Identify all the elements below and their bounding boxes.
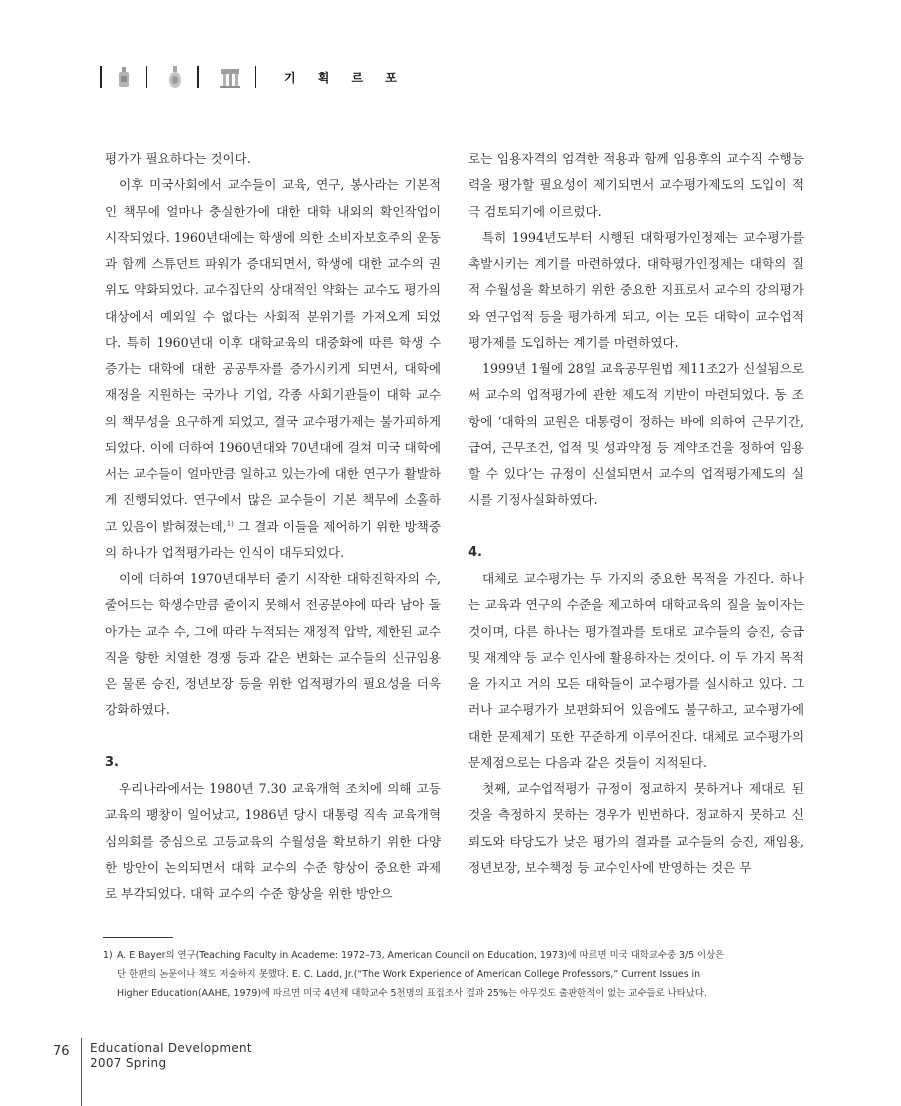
- footnote-text: A. E Bayer의 연구(Teaching Faculty in Academe: 1972–73, American Council on Education, 1973)에 따르면 미국 대학교수중 3/5 이상은: [117, 950, 725, 961]
- footnote-marker[interactable]: 1): [226, 519, 234, 528]
- footer-divider: [81, 1038, 82, 1106]
- footnote-line: Higher Education(AAHE, 1979)에 따르면 미국 4년제 대학교수 5천명의 표집조사 결과 25%는 아무것도 출판한적이 없는 교수들로 나타났다.: [117, 988, 707, 999]
- paragraph: 대체로 교수평가는 두 가지의 중요한 목적을 가진다. 하나는 교육과 연구의 수준을 제고하여 대학교육의 질을 높이자는 것이며, 다른 하나는 평가결과를 토대로 교수들의 승진, 승급 및 재계약 등 교수 인사에 활용하자는 것이다. 이 두 가지 목적을 가지고 거의 모든 대학들이 교수평가를 실시하고 있다. 그러나 교수평가가 보편화되어 있음에도 불구하고, 교수평가에 대한 문제제기 또한 꾸준하게 이루어진다. 대체로 교수평가의 문제점으로는 다음과 같은 것들이 지적된다.: [468, 571, 805, 770]
- footnote: [103, 946, 803, 1003]
- footnote-divider: [103, 937, 173, 938]
- running-header: [100, 62, 406, 92]
- header-divider: [197, 66, 199, 88]
- section-title: 기 획 르 포: [284, 70, 406, 85]
- footnote-line: 단 한편의 논문이나 책도 저술하지 못했다. E. C. Ladd, Jr.(“The Work Experience of American College Professors,” Current Issues in: [117, 969, 701, 980]
- footnote-number: 1): [103, 950, 113, 961]
- section-heading: 4.: [468, 544, 482, 560]
- bottle-icon: [116, 65, 132, 89]
- section-heading: 3.: [105, 754, 119, 770]
- header-divider: [255, 66, 257, 88]
- journal-title: Educational Development: [90, 1041, 252, 1055]
- paragraph: 우리나라에서는 1980년 7.30 교육개혁 조치에 의해 고등교육의 팽창이 일어났고, 1986년 당시 대통령 직속 교육개혁심의회를 중심으로 고등교육의 수월성을 확보하기 위한 다양한 방안이 논의되면서 대학 교수의 수준 향상이 중요한 과제로 부각되었다. 대학 교수의 수준 향상을 위한 방안으: [105, 781, 441, 901]
- page-number: 76: [53, 1044, 70, 1059]
- left-column: [105, 146, 441, 907]
- right-column: [468, 146, 804, 881]
- vase-icon: [167, 65, 183, 89]
- building-icon: [219, 65, 241, 89]
- paragraph: 1999년 1월에 28일 교육공무원법 제11조2가 신설됨으로써 교수의 업적평가에 관한 제도적 기반이 마련되었다. 동 조항에 ‘대학의 교원은 대통령이 정하는 바에 의하여 근무기간, 급여, 근무조건, 업적 및 성과약정 등 계약조건을 정하여 임용할 수 있다’는 규정이 신설되면서 교수의 업적평가제도의 실시를 기정사실화하였다.: [468, 361, 804, 508]
- paragraph: 이에 더하여 1970년대부터 줄기 시작한 대학진학자의 수, 줄어드는 학생수만큼 줄이지 못해서 전공분야에 따라 남아 돌아가는 교수 수, 그에 따라 누적되는 재정적 압박, 제한된 교수직을 향한 치열한 경쟁 등과 같은 변화는 교수들의 신규임용은 물론 승진, 정년보장 등을 위한 업적평가의 필요성을 더욱 강화하였다.: [105, 571, 442, 718]
- paragraph: 첫째, 교수업적평가 규정이 정교하지 못하거나 제대로 된 것을 측정하지 못하는 경우가 빈번하다. 정교하지 못하고 신뢰도와 타당도가 낮은 평가의 결과를 교수들의 승진, 재임용, 정년보장, 보수책정 등 교수인사에 반영하는 것은 무: [468, 781, 804, 875]
- paragraph-text: 이후 미국사회에서 교수들이 교육, 연구, 봉사라는 기본적인 책무에 얼마나 충실한가에 대한 대학 내외의 확인작업이 시작되었다. 1960년대에는 학생에 의한 소비자보호주의 운동과 함께 스튜던트 파워가 증대되면서, 학생에 대한 교수의 권위도 약화되었다. 교수집단의 상대적인 약화는 교수도 평가의 대상에서 예외일 수 없다는 사회적 분위기를 가져오게 되었다. 특히 1960년대 이후 대학교육의 대중화에 따른 학생 수 증가는 대학에 대한 공공투자를 증가시키게 되면서, 대학에 재정을 지원하는 국가나 기업, 각종 사회기관들이 대학 교수의 책무성을 요구하게 되었고, 결국 교수평가제는 불가피하게 되었다. 이에 더하여 1960년대와 70년대에 걸쳐 미국 대학에서는 교수들이 얼마만큼 일하고 있는가에 대한 연구가 활발하게 진행되었다. 연구에서 많은 교수들이 기본 책무에 소홀하고 있음이 밝혀졌는데,: [105, 177, 441, 534]
- journal-info: [90, 1041, 252, 1071]
- footnote-line: [103, 946, 803, 965]
- journal-issue: 2007 Spring: [90, 1056, 167, 1070]
- header-divider: [146, 66, 148, 88]
- header-divider: [100, 66, 102, 88]
- paragraph: 평가가 필요하다는 것이다.: [105, 151, 251, 166]
- paragraph-text: 그 결과 이들을 제어하기 위한 방책중의 하나가 업적평가라는 인식이 대두되었다.: [105, 518, 441, 560]
- paragraph: [105, 172, 441, 566]
- paragraph: 특히 1994년도부터 시행된 대학평가인정제는 교수평가를 촉발시키는 계기를 마련하였다. 대학평가인정제는 대학의 질적 수월성을 확보하기 위한 중요한 지표로서 교수의 강의평가와 연구업적 등을 평가하게 되고, 이는 모든 대학이 교수업적평가제를 도입하는 계기를 마련하였다.: [468, 229, 804, 350]
- paragraph: 로는 임용자격의 엄격한 적용과 함께 임용후의 교수직 수행능력을 평가할 필요성이 제기되면서 교수평가제도의 도입이 적극 검토되기에 이르렀다.: [468, 151, 804, 219]
